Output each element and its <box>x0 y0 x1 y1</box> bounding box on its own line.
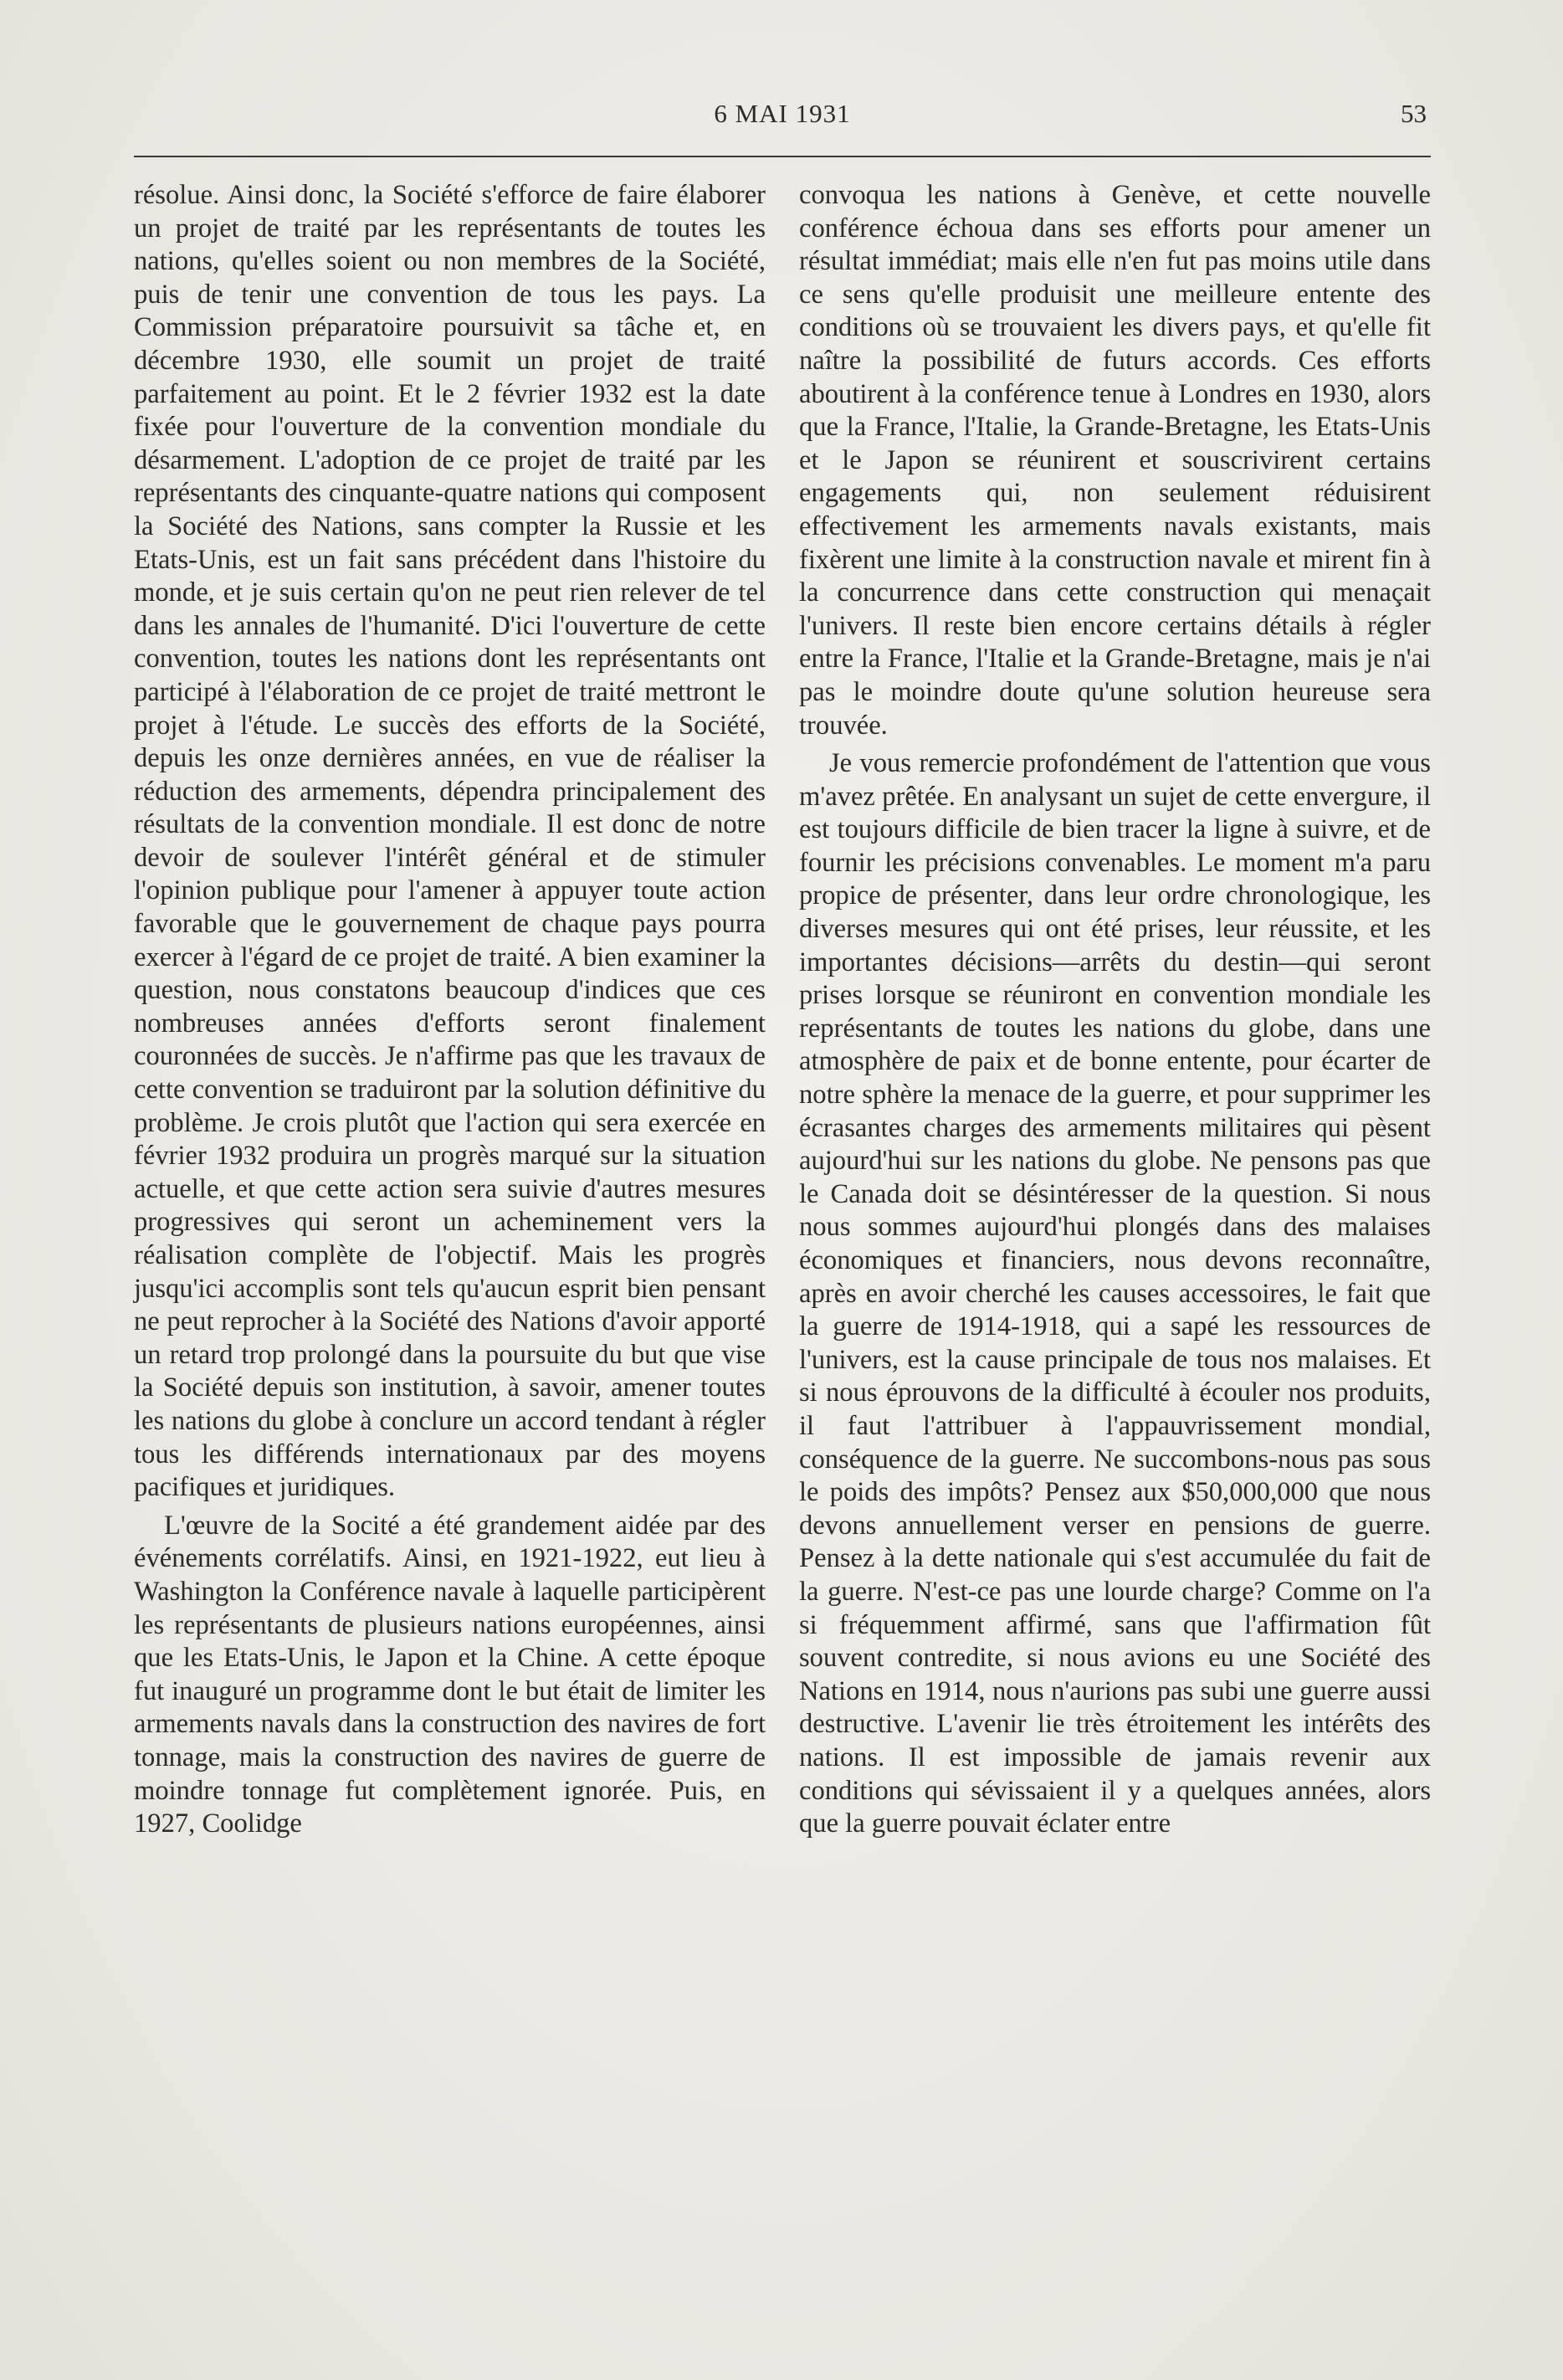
right-paragraph-2: Je vous remercie profondément de l'attention que vous m'avez prêtée. En analysant un sujet de cette envergure, il est toujours difficile de bien tracer la ligne à suivre, et de fournir les précisions convenables. Le moment m'a paru propice de présenter, dans leur ordre chronologique, les diverses mesures qui ont été prises, leur réussite, et les importantes décisions—arrêts du destin—qui seront prises lorsque se réuniront en convention mondiale les représentants de toutes les nations du globe, dans une atmosphère de paix et de bonne entente, pour écarter de notre sphère la menace de la guerre, et pour supprimer les écrasantes charges des armements militaires qui pèsent aujourd'hui sur les nations du globe. Ne pensons pas que le Canada doit se désintéresser de la question. Si nous nous sommes aujourd'hui plongés dans des malaises économiques et financiers, nous devons reconnaître, après en avoir cherché les causes accessoires, le fait que la guerre de 1914-1918, qui a sapé les ressources de l'univers, est la cause principale de tous nos malaises. Et si nous éprouvons de la difficulté à écouler nos produits, il faut l'attribuer à l'appauvrissement mondial, conséquence de la guerre. Ne succombons-nous pas sous le poids des impôts? Pensez aux $50,000,000 que nous devons annuellement verser en pensions de guerre. Pensez à la dette nationale qui s'est accumulée du fait de la guerre. N'est-ce pas une lourde charge? Comme on l'a si fréquemment affirmé, sans que l'affirmation fût souvent contredite, si nous avions eu une Société des Nations en 1914, nous n'aurions pas subi une guerre aussi destructive. L'avenir lie très étroitement les intérêts des nations. Il est impossible de jamais revenir aux conditions qui sévissaient il y a quelques années, alors que la guerre pouvait éclater entre <box>799 748 1431 1839</box>
running-header <box>134 99 1431 141</box>
left-column <box>134 179 766 1841</box>
left-paragraph-2: L'œuvre de la Socité a été grandement aidée par des événements corrélatifs. Ainsi, en 1921-1922, eut lieu à Washington la Conférence navale à laquelle participèrent les représentants de plusieurs nations européennes, ainsi que les Etats-Unis, le Japon et la Chine. A cette époque fut inauguré un programme dont le but était de limiter les armements navals dans la construction des navires de fort tonnage, mais la construction des navires de guerre de moindre tonnage fut complètement ignorée. Puis, en 1927, Coolidge <box>134 1510 766 1839</box>
right-paragraph-1: convoqua les nations à Genève, et cette nouvelle conférence échoua dans ses efforts pour amener un résultat immédiat; mais elle n'en fut pas moins utile dans ce sens qu'elle produisit une meilleure entente des conditions où se trouvaient les divers pays, et qu'elle fit naître la possibilité de futurs accords. Ces efforts aboutirent à la conférence tenue à Londres en 1930, alors que la France, l'Italie, la Grande-Bretagne, les Etats-Unis et le Japon se réunirent et souscrivirent certains engagements qui, non seulement réduisirent effectivement les armements navals existants, mais fixèrent une limite à la construction navale et mirent fin à la concurrence dans cette construction qui menaçait l'univers. Il reste bien encore certains détails à régler entre la France, l'Italie et la Grande-Bretagne, mais je n'ai pas le moindre doute qu'une solution heureuse sera trouvée. <box>799 180 1431 741</box>
page-number: 53 <box>1401 99 1427 128</box>
header-rule <box>134 156 1431 157</box>
right-column <box>799 179 1431 1841</box>
header-date: 6 MAI 1931 <box>714 99 851 128</box>
left-paragraph-1: résolue. Ainsi donc, la Société s'efforce de faire élaborer un projet de traité par les représentants de toutes les nations, qu'elles soient ou non membres de la Société, puis de tenir une convention de tous les pays. La Commission préparatoire poursuivit sa tâche et, en décembre 1930, elle soumit un projet de traité parfaitement au point. Et le 2 février 1932 est la date fixée pour l'ouverture de la convention mondiale du désarmement. L'adoption de ce projet de traité par les représentants des cinquante-quatre nations qui composent la Société des Nations, sans compter la Russie et les Etats-Unis, est un fait sans précédent dans l'histoire du monde, et je suis certain qu'on ne peut rien relever de tel dans les annales de l'humanité. D'ici l'ouverture de cette convention, toutes les nations dont les représentants ont participé à l'élaboration de ce projet de traité mettront le projet à l'étude. Le succès des efforts de la Société, depuis les onze dernières années, en vue de réaliser la réduction des armements, dépendra principalement des résultats de la convention mondiale. Il est donc de notre devoir de soulever l'intérêt général et de stimuler l'opinion publique pour l'amener à appuyer toute action favorable que le gouvernement de chaque pays pourra exercer à l'égard de ce projet de traité. A bien examiner la question, nous constatons beaucoup d'indices que ces nombreuses années d'efforts seront finalement couronnées de succès. Je n'affirme pas que les travaux de cette convention se traduiront par la solution définitive du problème. Je crois plutôt que l'action qui sera exercée en février 1932 produira un progrès marqué sur la situation actuelle, et que cette action sera suivie d'autres mesures progressives qui seront un acheminement vers la réalisation complète de l'objectif. Mais les progrès jusqu'ici accomplis sont tels qu'aucun esprit bien pensant ne peut reprocher à la Société des Nations d'avoir apporté un retard trop prolongé dans la poursuite du but que vise la Société depuis son institution, à savoir, amener toutes les nations du globe à conclure un accord tendant à régler tous les différends internationaux par des moyens pacifiques et juridiques. <box>134 180 766 1503</box>
